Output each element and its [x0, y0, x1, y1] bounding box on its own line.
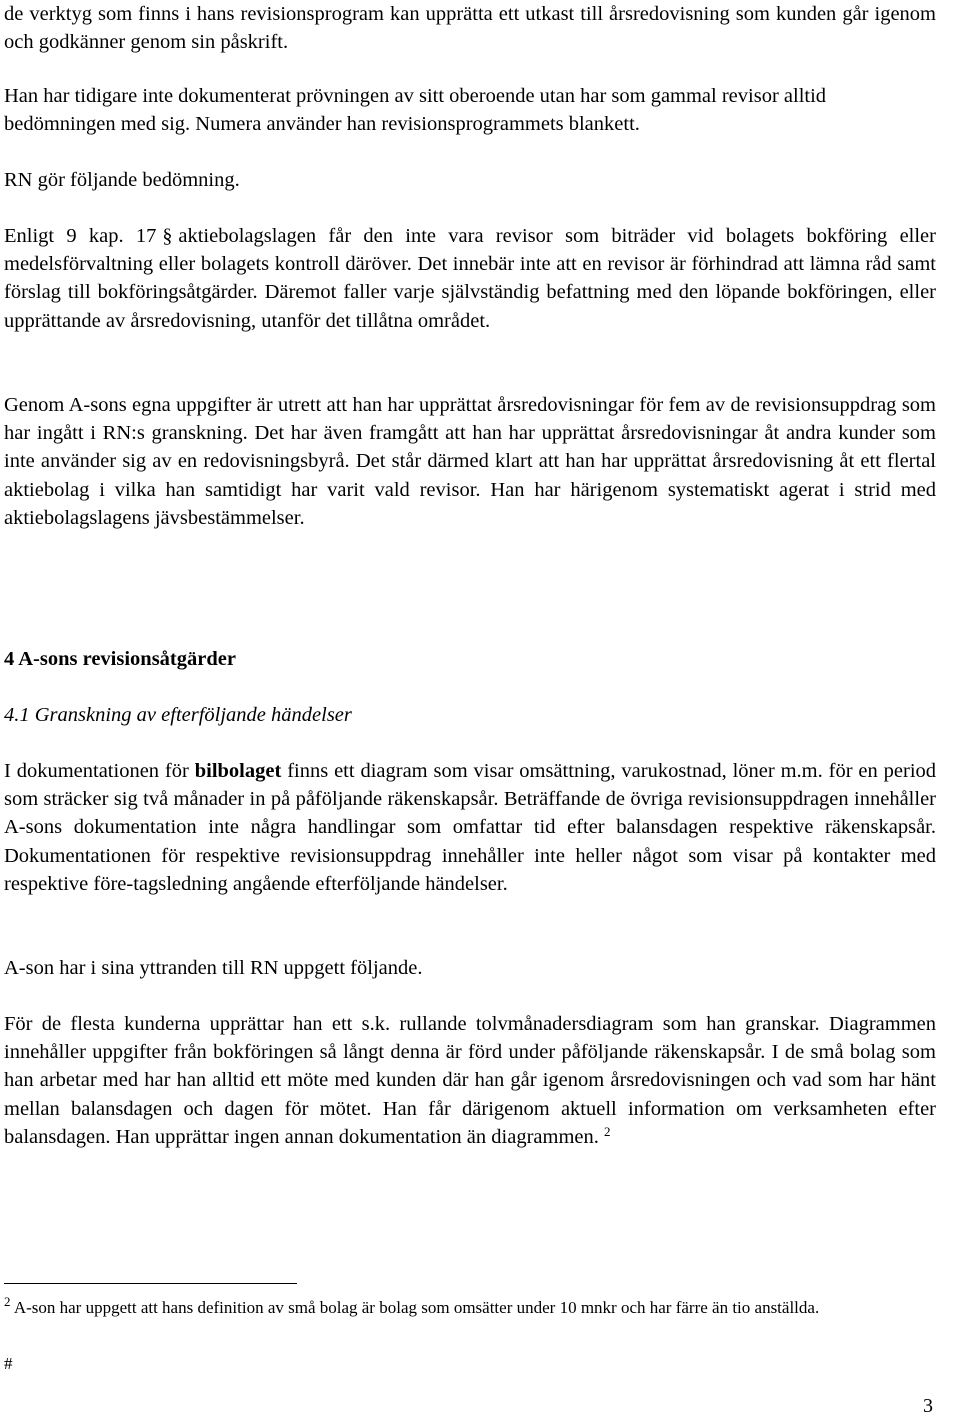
paragraph-text	[4, 757, 936, 898]
paragraph-statement-intro	[4, 954, 936, 982]
footnote-text: A-son har uppgett att hans definition av små bolag är bolag som omsätter under 10 mnkr och har färre än tio anställda.	[13, 1298, 820, 1317]
hash-mark: #	[4, 1354, 13, 1373]
paragraph-assessment-intro	[4, 166, 936, 194]
lead-text: de verktyg som finns i hans revisionsprogram kan upprätta ett utkast till årsredovisning som kunden går igenom och godkänner genom sin påskrift.	[4, 3, 936, 54]
paragraph-documentation	[4, 757, 936, 898]
subsection-heading: 4.1 Granskning av efterföljande händelser	[4, 704, 352, 726]
paragraph-text	[4, 1010, 936, 1151]
text-before-bold: I dokumentationen för	[4, 760, 189, 782]
bold-term: bilbolaget	[194, 760, 282, 782]
paragraph-law-reference	[4, 222, 936, 335]
paragraph-text: RN gör följande bedömning.	[4, 169, 240, 191]
paragraph-conclusion	[4, 391, 936, 532]
footnote-reference[interactable]: 2	[604, 1123, 611, 1139]
footnote	[4, 1296, 864, 1320]
statement-text: För de flesta kunderna upprättar han ett s.k. rullande tolvmånadersdiagram som han granskar. Diagrammen innehåller uppgifter från bokföringen så långt denna är förd under påföljande räkenskapsår. I de små bolag som han arbetar med har han alltid ett möte med kunden där han går igenom årsredovisningen och vad som har hänt mellan balansdagen och dagen för mötet. Han får därigenom aktuell information om verksamheten efter balansdagen. Han upprättar ingen annan dokumentation än diagrammen.	[4, 1013, 936, 1148]
paragraph-text: Genom A-sons egna uppgifter är utrett att han har upprättat årsredovisningar för fem av de revisionsuppdrag som har ingått i RN:s granskning. Det har även framgått att han har upprättat årsredovisningar åt andra kunder som inte använder sig av en redovisningsbyrå. Det står därmed klart att han har upprättat årsredovisning åt ett flertal aktiebolag i vilka han samtidigt har varit vald revisor. Han har härigenom systematiskt agerat i strid med aktiebolagslagens jävsbestämmelser.	[4, 394, 936, 529]
paragraph-text: A-son har i sina yttranden till RN uppgett följande.	[4, 957, 423, 979]
paragraph-statement	[4, 1010, 936, 1151]
law-reference-start: Enligt 9 kap. 17	[4, 225, 157, 247]
footnote-number: 2	[4, 1294, 11, 1309]
paragraph-independence	[4, 82, 936, 138]
footnote-separator	[4, 1283, 297, 1284]
law-reference-rest: aktiebolagslagen får den inte vara revisor som biträder vid bolagets bokföring eller medelsförvaltning eller bolagets kontroll däröver. Det innebär inte att en revisor är förhindrad att lämna råd samt förslag till bokföringsåtgärder. Däremot faller varje självständig befattning med den löpande bokföringen, eller upprättande av årsredovisning, utanför det tillåtna området.	[4, 225, 936, 332]
section-symbol: §	[162, 225, 173, 247]
lead-paragraph	[4, 0, 936, 56]
paragraph-text	[4, 222, 936, 335]
paragraph-text: Han har tidigare inte dokumenterat prövningen av sitt oberoende utan har som gammal revisor alltid bedömningen med sig. Numera använder han revisionsprogrammets blankett.	[4, 85, 827, 136]
section-heading: 4 A-sons revisionsåtgärder	[4, 648, 236, 670]
text-after-bold: finns ett diagram som visar omsättning, varukostnad, löner m.m. för en period som sträcker sig två månader in på påföljande räkenskapsår. Beträffande de övriga revisionsuppdragen innehåller A-sons dokumentation inte några handlingar som omfattar tid efter balansdagen respektive räkenskapsår. Dokumentationen för respektive revisionsuppdrag innehåller inte heller något som visar på kontakter med respektive före-tagsledning angående efterföljande händelser.	[4, 760, 937, 895]
page-number: 3	[923, 1395, 933, 1417]
